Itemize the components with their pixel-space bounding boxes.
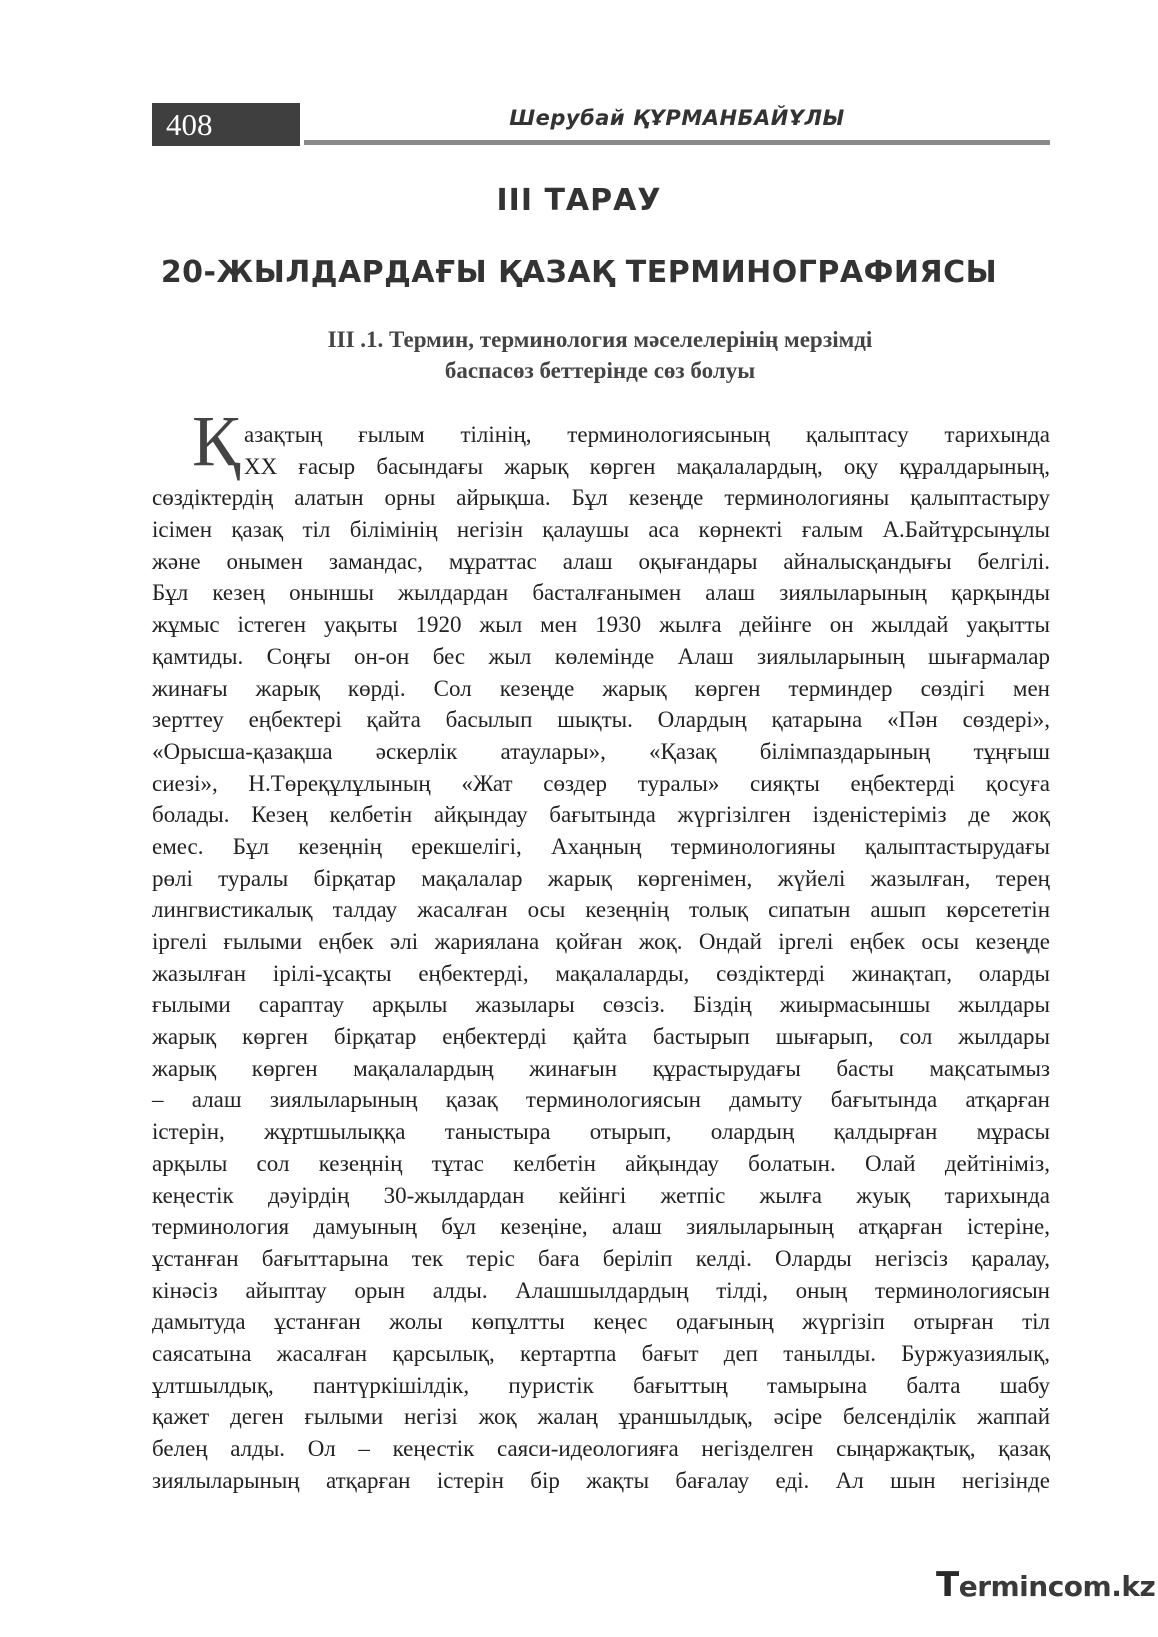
body-line: сөздіктердің алатын орны айрықша. Бұл кезеңде терминологияны қалыптастыру	[152, 485, 1050, 511]
body-line: терминология дамуының бұл кезеңіне, алаш зиялыларының атқарған істеріне,	[152, 1214, 1050, 1240]
body-line: ұстанған бағыттарына тек теріс баға беріліп келді. Оларды негізсіз қаралау,	[152, 1245, 1050, 1271]
chapter-title: 20-ЖЫЛДАРДАҒЫ ҚАЗАҚ ТЕРМИНОГРАФИЯСЫ	[160, 255, 998, 290]
body-line: емес. Бұл кезеңнің ерекшелігі, Ахаңның терминологияны қалыптастырудағы	[152, 833, 1050, 859]
body-line: сиезі», Н.Төреқұлұлының «Жат сөздер туралы» сияқты еңбектерді қосуға	[152, 770, 1050, 796]
drop-cap: Қ	[192, 401, 241, 481]
watermark-initial: T	[936, 1565, 959, 1605]
body-line: ісімен қазақ тіл білімінің негізін қалаушы аса көрнекті ғалым А.Байтұрсынұлы	[152, 517, 1050, 543]
header-rule	[304, 140, 1050, 145]
body-line: рөлі туралы бірқатар мақалалар жарық көргенімен, жүйелі жазылған, терең	[152, 865, 1050, 891]
body-line: жарық көрген бірқатар еңбектерді қайта бастырып шығарып, сол жылдары	[152, 1024, 1050, 1050]
body-line: болады. Кезең келбетін айқындау бағытында жүргізілген ізденістеріміз де жоқ	[152, 802, 1050, 828]
body-line: арқылы сол кезеңнің тұтас келбетін айқындау болатын. Олай дейтініміз,	[152, 1150, 1050, 1176]
body-line: зерттеу еңбектері қайта басылып шықты. Олардың қатарына «Пән сөздері»,	[152, 707, 1050, 733]
section-heading	[0, 324, 1158, 386]
body-line: зиялыларының атқарған істерін бір жақты бағалау еді. Ал шын негізінде	[152, 1467, 1050, 1493]
body-line: дамытуда ұстанған жолы көпұлтты кеңес одағының жүргізіп отырған тіл	[152, 1309, 1050, 1335]
body-line: «Орысша-қазақша әскерлік атаулары», «Қазақ білімпаздарының тұңғыш	[152, 738, 1050, 764]
body-line: істерін, жұртшылыққа таныстыра отырып, олардың қалдырған мұрасы	[152, 1119, 1050, 1145]
body-line: жұмыс істеген уақыты 1920 жыл мен 1930 жылға дейінге он жылдай уақытты	[152, 612, 1050, 638]
body-line: саясатына жасалған қарсылық, кертартпа бағыт деп танылды. Буржуазиялық,	[152, 1340, 1050, 1366]
body-line: кінәсіз айыптау орын алды. Алашшылдардың тілді, оның терминологиясын	[152, 1277, 1050, 1303]
body-line: ХХ ғасыр басындағы жарық көрген мақалалардың, оқу құралдарының,	[244, 453, 1050, 479]
body-text	[152, 401, 1050, 1496]
section-heading-line: баспасөз беттерінде сөз болуы	[444, 358, 756, 383]
watermark-logo	[936, 1565, 1155, 1605]
body-line: жазылған ірілі-ұсақты еңбектерді, мақалаларды, сөздіктерді жинақтап, оларды	[152, 960, 1050, 986]
running-head-author: Шерубай ҚҰРМАНБАЙҰЛЫ	[509, 106, 845, 130]
body-line: – алаш зиялыларының қазақ терминологиясын дамыту бағытында атқарған	[152, 1087, 1050, 1113]
body-line: белең алды. Ол – кеңестік саяси-идеологияға негізделген сыңаржақтық, қазақ	[152, 1436, 1050, 1461]
body-line: азақтың ғылым тілінің, терминологиясының қалыптасу тарихында	[244, 422, 1050, 447]
body-line: іргелі ғылыми еңбек әлі жариялана қойған жоқ. Ондай іргелі еңбек осы кезеңде	[152, 929, 1050, 954]
body-line: кеңестік дәуірдің 30-жылдардан кейінгі жетпіс жылға жуық тарихында	[152, 1182, 1050, 1208]
body-line: және онымен замандас, мұраттас алаш оқығандары айналысқандығы белгілі.	[152, 548, 1050, 574]
body-line: қажет деген ғылыми негізі жоқ жалаң ұраншылдық, әсіре белсенділік жаппай	[152, 1404, 1050, 1430]
body-line: қамтиды. Соңғы он-он бес жыл көлемінде Алаш зиялыларының шығармалар	[152, 643, 1050, 669]
body-line: жарық көрген мақалалардың жинағын құрастырудағы басты мақсатымыз	[152, 1055, 1050, 1081]
section-heading-line: ІІІ .1. Термин, терминология мәселелерінің мерзімді	[327, 327, 873, 352]
body-line: лингвистикалық талдау жасалған осы кезеңнің толық сипатын ашып көрсететін	[152, 897, 1050, 923]
body-line: жинағы жарық көрді. Сол кезеңде жарық көрген терминдер сөздігі мен	[152, 675, 1050, 701]
chapter-label: III ТАРАУ	[496, 183, 662, 218]
watermark-text: ermincom.kz	[958, 1570, 1156, 1603]
body-line: Бұл кезең оныншы жылдардан басталғанымен алаш зиялыларының қарқынды	[152, 580, 1050, 606]
body-line: ұлтшылдық, пантүркішілдік, пуристік бағыттың тамырына балта шабу	[152, 1372, 1050, 1398]
page-number: 408	[152, 103, 300, 146]
body-line: ғылыми сараптау арқылы жазылары сөзсіз. Біздің жиырмасыншы жылдары	[152, 992, 1050, 1018]
